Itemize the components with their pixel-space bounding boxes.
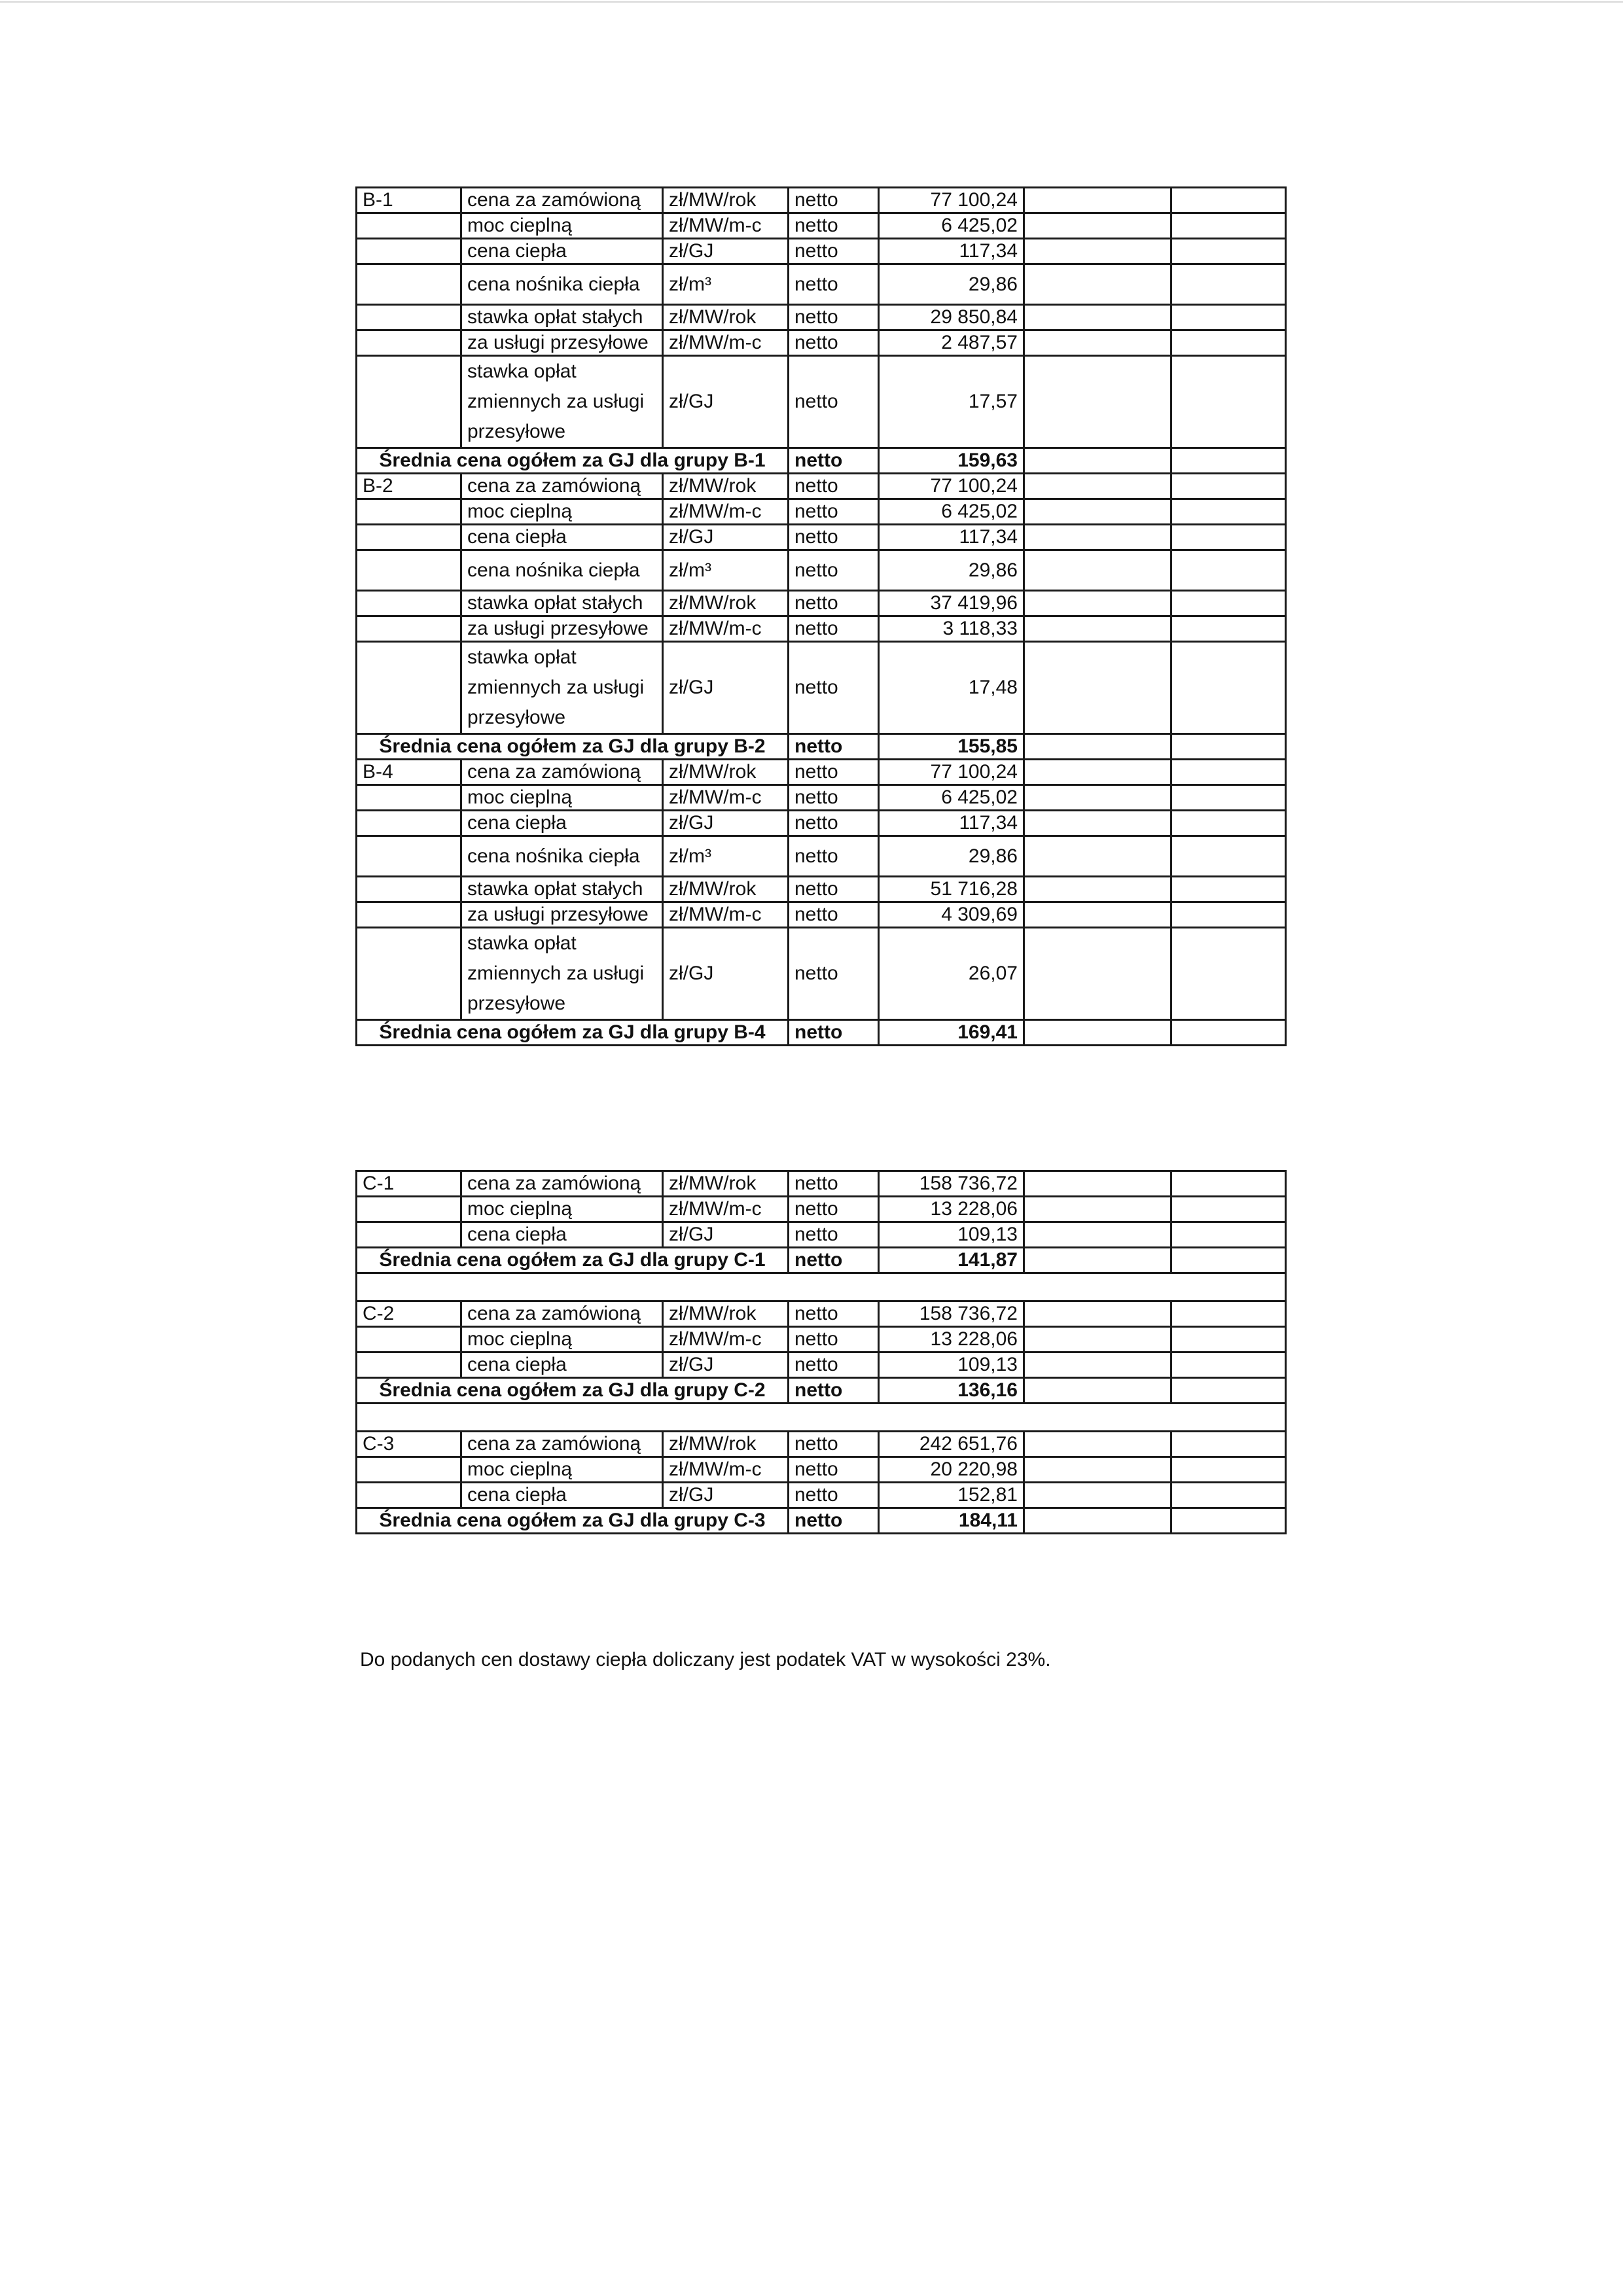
row-value: 117,34 bbox=[879, 525, 1024, 550]
row-type: netto bbox=[789, 330, 879, 356]
empty-cell bbox=[357, 902, 461, 928]
empty-cell bbox=[1024, 785, 1171, 811]
empty-cell bbox=[1024, 1301, 1171, 1327]
empty-cell bbox=[1024, 188, 1171, 213]
row-label: za usługi przesyłowe bbox=[461, 330, 663, 356]
row-unit: zł/GJ bbox=[663, 811, 789, 836]
row-label: stawka opłat stałych bbox=[461, 591, 663, 616]
row-label: moc cieplną bbox=[461, 1197, 663, 1222]
summary-type: netto bbox=[789, 1020, 879, 1046]
summary-row bbox=[357, 448, 1286, 474]
row-unit: zł/MW/rok bbox=[663, 1301, 789, 1327]
empty-cell bbox=[357, 525, 461, 550]
row-value: 13 228,06 bbox=[879, 1197, 1024, 1222]
empty-cell bbox=[357, 550, 461, 591]
row-value: 17,57 bbox=[879, 356, 1024, 448]
row-label: za usługi przesyłowe bbox=[461, 902, 663, 928]
row-type: netto bbox=[789, 1197, 879, 1222]
summary-type: netto bbox=[789, 1508, 879, 1534]
table-row bbox=[357, 836, 1286, 877]
row-unit: zł/GJ bbox=[663, 356, 789, 448]
summary-type: netto bbox=[789, 734, 879, 760]
row-unit: zł/MW/rok bbox=[663, 877, 789, 902]
row-type: netto bbox=[789, 591, 879, 616]
table-row bbox=[357, 188, 1286, 213]
row-type: netto bbox=[789, 525, 879, 550]
row-unit: zł/MW/rok bbox=[663, 1171, 789, 1197]
row-label: moc cieplną bbox=[461, 1327, 663, 1352]
table-row bbox=[357, 356, 1286, 448]
row-unit: zł/MW/m-c bbox=[663, 213, 789, 239]
row-value: 6 425,02 bbox=[879, 785, 1024, 811]
empty-cell bbox=[1024, 1457, 1171, 1483]
row-label: cena za zamówioną bbox=[461, 474, 663, 499]
empty-cell bbox=[357, 305, 461, 330]
row-unit: zł/MW/m-c bbox=[663, 1197, 789, 1222]
empty-cell bbox=[357, 785, 461, 811]
empty-cell bbox=[1024, 1171, 1171, 1197]
table-row bbox=[357, 1327, 1286, 1352]
row-label: cena za zamówioną bbox=[461, 1301, 663, 1327]
row-label: moc cieplną bbox=[461, 499, 663, 525]
empty-cell bbox=[1024, 591, 1171, 616]
table-row bbox=[357, 811, 1286, 836]
row-value: 6 425,02 bbox=[879, 499, 1024, 525]
empty-cell bbox=[1171, 760, 1286, 785]
row-value: 29 850,84 bbox=[879, 305, 1024, 330]
empty-cell bbox=[1171, 734, 1286, 760]
row-value: 152,81 bbox=[879, 1483, 1024, 1508]
empty-cell bbox=[1024, 305, 1171, 330]
row-unit: zł/GJ bbox=[663, 1483, 789, 1508]
row-value: 37 419,96 bbox=[879, 591, 1024, 616]
row-unit: zł/MW/m-c bbox=[663, 330, 789, 356]
summary-type: netto bbox=[789, 1378, 879, 1404]
empty-cell bbox=[1171, 1483, 1286, 1508]
group-code: C-3 bbox=[357, 1432, 461, 1457]
summary-value: 169,41 bbox=[879, 1020, 1024, 1046]
summary-type: netto bbox=[789, 1248, 879, 1273]
table-row bbox=[357, 760, 1286, 785]
row-unit: zł/MW/rok bbox=[663, 1432, 789, 1457]
empty-cell bbox=[1024, 330, 1171, 356]
row-value: 158 736,72 bbox=[879, 1171, 1024, 1197]
empty-cell bbox=[1171, 1457, 1286, 1483]
empty-cell bbox=[1024, 356, 1171, 448]
table-row bbox=[357, 1352, 1286, 1378]
table-row bbox=[357, 591, 1286, 616]
row-type: netto bbox=[789, 877, 879, 902]
empty-cell bbox=[1171, 616, 1286, 642]
summary-value: 141,87 bbox=[879, 1248, 1024, 1273]
table-row bbox=[357, 1483, 1286, 1508]
row-type: netto bbox=[789, 902, 879, 928]
summary-row bbox=[357, 1020, 1286, 1046]
table-row bbox=[357, 1222, 1286, 1248]
empty-cell bbox=[1171, 1020, 1286, 1046]
empty-cell bbox=[1171, 213, 1286, 239]
empty-cell bbox=[1171, 1508, 1286, 1534]
row-label: cena nośnika ciepła bbox=[461, 836, 663, 877]
table-row bbox=[357, 1197, 1286, 1222]
row-value: 77 100,24 bbox=[879, 188, 1024, 213]
table-row bbox=[357, 213, 1286, 239]
row-unit: zł/MW/rok bbox=[663, 188, 789, 213]
summary-value: 184,11 bbox=[879, 1508, 1024, 1534]
row-value: 20 220,98 bbox=[879, 1457, 1024, 1483]
row-value: 29,86 bbox=[879, 264, 1024, 305]
table-row bbox=[357, 305, 1286, 330]
empty-cell bbox=[1024, 1248, 1171, 1273]
empty-cell bbox=[1024, 499, 1171, 525]
summary-row bbox=[357, 1378, 1286, 1404]
table-row bbox=[357, 1432, 1286, 1457]
row-unit: zł/m³ bbox=[663, 550, 789, 591]
row-value: 117,34 bbox=[879, 239, 1024, 264]
table-row bbox=[357, 239, 1286, 264]
empty-cell bbox=[1171, 591, 1286, 616]
row-value: 29,86 bbox=[879, 836, 1024, 877]
row-unit: zł/MW/rok bbox=[663, 305, 789, 330]
spacer-row bbox=[357, 1404, 1286, 1432]
table-row bbox=[357, 525, 1286, 550]
empty-cell bbox=[1171, 448, 1286, 474]
row-label: stawka opłat zmiennych za usługi przesyłowe bbox=[461, 928, 663, 1020]
table-row bbox=[357, 877, 1286, 902]
empty-cell bbox=[1024, 734, 1171, 760]
row-unit: zł/GJ bbox=[663, 1352, 789, 1378]
empty-cell bbox=[357, 642, 461, 734]
empty-cell bbox=[357, 264, 461, 305]
row-label: moc cieplną bbox=[461, 1457, 663, 1483]
row-type: netto bbox=[789, 1222, 879, 1248]
empty-cell bbox=[1171, 1301, 1286, 1327]
row-unit: zł/MW/m-c bbox=[663, 1327, 789, 1352]
row-unit: zł/m³ bbox=[663, 836, 789, 877]
spacer-row bbox=[357, 1273, 1286, 1301]
empty-cell bbox=[1024, 836, 1171, 877]
row-type: netto bbox=[789, 239, 879, 264]
row-label: cena ciepła bbox=[461, 1483, 663, 1508]
summary-type: netto bbox=[789, 448, 879, 474]
empty-cell bbox=[357, 213, 461, 239]
table-row bbox=[357, 616, 1286, 642]
row-type: netto bbox=[789, 474, 879, 499]
row-label: cena ciepła bbox=[461, 525, 663, 550]
row-label: cena ciepła bbox=[461, 1222, 663, 1248]
row-value: 17,48 bbox=[879, 642, 1024, 734]
empty-cell bbox=[357, 1483, 461, 1508]
row-value: 2 487,57 bbox=[879, 330, 1024, 356]
empty-cell bbox=[1024, 474, 1171, 499]
row-label: cena za zamówioną bbox=[461, 1432, 663, 1457]
row-unit: zł/m³ bbox=[663, 264, 789, 305]
row-label: cena ciepła bbox=[461, 1352, 663, 1378]
empty-cell bbox=[1024, 1352, 1171, 1378]
table-row bbox=[357, 928, 1286, 1020]
empty-cell bbox=[1171, 811, 1286, 836]
summary-label: Średnia cena ogółem za GJ dla grupy B-4 bbox=[357, 1020, 789, 1046]
empty-cell bbox=[1171, 330, 1286, 356]
summary-row bbox=[357, 1508, 1286, 1534]
spacer-cell bbox=[357, 1273, 1286, 1301]
empty-cell bbox=[1024, 1432, 1171, 1457]
row-value: 29,86 bbox=[879, 550, 1024, 591]
row-value: 3 118,33 bbox=[879, 616, 1024, 642]
empty-cell bbox=[357, 928, 461, 1020]
table-row bbox=[357, 550, 1286, 591]
row-value: 109,13 bbox=[879, 1222, 1024, 1248]
group-code: B-1 bbox=[357, 188, 461, 213]
empty-cell bbox=[1171, 877, 1286, 902]
summary-row bbox=[357, 734, 1286, 760]
empty-cell bbox=[1171, 785, 1286, 811]
empty-cell bbox=[357, 836, 461, 877]
group-code: B-4 bbox=[357, 760, 461, 785]
row-value: 242 651,76 bbox=[879, 1432, 1024, 1457]
table-row bbox=[357, 1301, 1286, 1327]
empty-cell bbox=[1024, 1327, 1171, 1352]
empty-cell bbox=[1024, 264, 1171, 305]
empty-cell bbox=[1171, 264, 1286, 305]
summary-value: 136,16 bbox=[879, 1378, 1024, 1404]
table-row bbox=[357, 474, 1286, 499]
row-label: stawka opłat zmiennych za usługi przesyłowe bbox=[461, 642, 663, 734]
row-value: 109,13 bbox=[879, 1352, 1024, 1378]
row-label: moc cieplną bbox=[461, 785, 663, 811]
table-row bbox=[357, 499, 1286, 525]
tariff-table-b bbox=[355, 186, 1287, 1046]
empty-cell bbox=[357, 1327, 461, 1352]
row-unit: zł/MW/m-c bbox=[663, 499, 789, 525]
empty-cell bbox=[1171, 305, 1286, 330]
table-row bbox=[357, 902, 1286, 928]
empty-cell bbox=[357, 330, 461, 356]
row-unit: zł/MW/rok bbox=[663, 760, 789, 785]
row-unit: zł/MW/m-c bbox=[663, 785, 789, 811]
empty-cell bbox=[357, 239, 461, 264]
summary-row bbox=[357, 1248, 1286, 1273]
row-unit: zł/MW/rok bbox=[663, 591, 789, 616]
row-label: cena nośnika ciepła bbox=[461, 264, 663, 305]
row-type: netto bbox=[789, 550, 879, 591]
row-type: netto bbox=[789, 642, 879, 734]
row-value: 158 736,72 bbox=[879, 1301, 1024, 1327]
row-label: stawka opłat stałych bbox=[461, 305, 663, 330]
empty-cell bbox=[1171, 902, 1286, 928]
row-type: netto bbox=[789, 836, 879, 877]
row-type: netto bbox=[789, 356, 879, 448]
row-value: 117,34 bbox=[879, 811, 1024, 836]
vat-note: Do podanych cen dostawy ciepła doliczany jest podatek VAT w wysokości 23%. bbox=[360, 1649, 1051, 1670]
empty-cell bbox=[1171, 836, 1286, 877]
row-unit: zł/GJ bbox=[663, 928, 789, 1020]
empty-cell bbox=[1171, 474, 1286, 499]
empty-cell bbox=[1171, 1378, 1286, 1404]
empty-cell bbox=[357, 356, 461, 448]
summary-value: 155,85 bbox=[879, 734, 1024, 760]
empty-cell bbox=[1024, 1378, 1171, 1404]
row-type: netto bbox=[789, 1352, 879, 1378]
empty-cell bbox=[1024, 1222, 1171, 1248]
row-unit: zł/MW/rok bbox=[663, 474, 789, 499]
row-label: stawka opłat zmiennych za usługi przesyłowe bbox=[461, 356, 663, 448]
empty-cell bbox=[1024, 877, 1171, 902]
row-type: netto bbox=[789, 928, 879, 1020]
summary-label: Średnia cena ogółem za GJ dla grupy B-1 bbox=[357, 448, 789, 474]
empty-cell bbox=[1024, 213, 1171, 239]
empty-cell bbox=[357, 616, 461, 642]
empty-cell bbox=[1171, 239, 1286, 264]
row-value: 4 309,69 bbox=[879, 902, 1024, 928]
empty-cell bbox=[1024, 1020, 1171, 1046]
empty-cell bbox=[1171, 1327, 1286, 1352]
empty-cell bbox=[357, 591, 461, 616]
row-unit: zł/GJ bbox=[663, 239, 789, 264]
summary-label: Średnia cena ogółem za GJ dla grupy C-3 bbox=[357, 1508, 789, 1534]
row-type: netto bbox=[789, 305, 879, 330]
table-row bbox=[357, 1171, 1286, 1197]
row-label: cena za zamówioną bbox=[461, 188, 663, 213]
row-unit: zł/MW/m-c bbox=[663, 1457, 789, 1483]
row-value: 26,07 bbox=[879, 928, 1024, 1020]
row-label: stawka opłat stałych bbox=[461, 877, 663, 902]
table-row bbox=[357, 1457, 1286, 1483]
empty-cell bbox=[357, 1197, 461, 1222]
empty-cell bbox=[357, 499, 461, 525]
row-value: 77 100,24 bbox=[879, 474, 1024, 499]
empty-cell bbox=[1171, 1352, 1286, 1378]
row-label: cena za zamówioną bbox=[461, 760, 663, 785]
empty-cell bbox=[1024, 811, 1171, 836]
row-type: netto bbox=[789, 1457, 879, 1483]
row-type: netto bbox=[789, 499, 879, 525]
row-type: netto bbox=[789, 1432, 879, 1457]
row-type: netto bbox=[789, 616, 879, 642]
empty-cell bbox=[357, 811, 461, 836]
empty-cell bbox=[357, 877, 461, 902]
row-unit: zł/MW/m-c bbox=[663, 616, 789, 642]
row-value: 77 100,24 bbox=[879, 760, 1024, 785]
group-code: C-1 bbox=[357, 1171, 461, 1197]
row-type: netto bbox=[789, 1171, 879, 1197]
empty-cell bbox=[1024, 616, 1171, 642]
empty-cell bbox=[1171, 188, 1286, 213]
empty-cell bbox=[1171, 525, 1286, 550]
row-type: netto bbox=[789, 264, 879, 305]
summary-label: Średnia cena ogółem za GJ dla grupy C-2 bbox=[357, 1378, 789, 1404]
empty-cell bbox=[357, 1352, 461, 1378]
table-row bbox=[357, 330, 1286, 356]
row-type: netto bbox=[789, 760, 879, 785]
row-type: netto bbox=[789, 188, 879, 213]
row-label: moc cieplną bbox=[461, 213, 663, 239]
empty-cell bbox=[1024, 902, 1171, 928]
empty-cell bbox=[1171, 1171, 1286, 1197]
table-row bbox=[357, 642, 1286, 734]
row-type: netto bbox=[789, 1301, 879, 1327]
row-type: netto bbox=[789, 1327, 879, 1352]
empty-cell bbox=[1171, 356, 1286, 448]
row-label: cena za zamówioną bbox=[461, 1171, 663, 1197]
row-unit: zł/GJ bbox=[663, 642, 789, 734]
row-label: cena nośnika ciepła bbox=[461, 550, 663, 591]
empty-cell bbox=[1171, 928, 1286, 1020]
spacer-cell bbox=[357, 1404, 1286, 1432]
row-type: netto bbox=[789, 811, 879, 836]
empty-cell bbox=[1171, 499, 1286, 525]
summary-label: Średnia cena ogółem za GJ dla grupy C-1 bbox=[357, 1248, 789, 1273]
row-value: 51 716,28 bbox=[879, 877, 1024, 902]
empty-cell bbox=[1024, 1508, 1171, 1534]
group-code: C-2 bbox=[357, 1301, 461, 1327]
empty-cell bbox=[1024, 550, 1171, 591]
table-row bbox=[357, 785, 1286, 811]
row-value: 6 425,02 bbox=[879, 213, 1024, 239]
scan-top-edge bbox=[0, 1, 1623, 3]
row-type: netto bbox=[789, 213, 879, 239]
empty-cell bbox=[357, 1457, 461, 1483]
empty-cell bbox=[1024, 1483, 1171, 1508]
empty-cell bbox=[1024, 448, 1171, 474]
table-row bbox=[357, 264, 1286, 305]
empty-cell bbox=[357, 1222, 461, 1248]
summary-label: Średnia cena ogółem za GJ dla grupy B-2 bbox=[357, 734, 789, 760]
row-type: netto bbox=[789, 785, 879, 811]
empty-cell bbox=[1024, 928, 1171, 1020]
empty-cell bbox=[1171, 1222, 1286, 1248]
summary-value: 159,63 bbox=[879, 448, 1024, 474]
row-label: cena ciepła bbox=[461, 811, 663, 836]
group-code: B-2 bbox=[357, 474, 461, 499]
empty-cell bbox=[1171, 1197, 1286, 1222]
empty-cell bbox=[1024, 1197, 1171, 1222]
empty-cell bbox=[1024, 525, 1171, 550]
row-label: za usługi przesyłowe bbox=[461, 616, 663, 642]
row-unit: zł/GJ bbox=[663, 1222, 789, 1248]
row-value: 13 228,06 bbox=[879, 1327, 1024, 1352]
empty-cell bbox=[1171, 550, 1286, 591]
empty-cell bbox=[1171, 1248, 1286, 1273]
row-type: netto bbox=[789, 1483, 879, 1508]
empty-cell bbox=[1171, 1432, 1286, 1457]
empty-cell bbox=[1024, 760, 1171, 785]
empty-cell bbox=[1171, 642, 1286, 734]
row-unit: zł/GJ bbox=[663, 525, 789, 550]
empty-cell bbox=[1024, 239, 1171, 264]
row-label: cena ciepła bbox=[461, 239, 663, 264]
tariff-table-c bbox=[355, 1170, 1287, 1534]
row-unit: zł/MW/m-c bbox=[663, 902, 789, 928]
empty-cell bbox=[1024, 642, 1171, 734]
